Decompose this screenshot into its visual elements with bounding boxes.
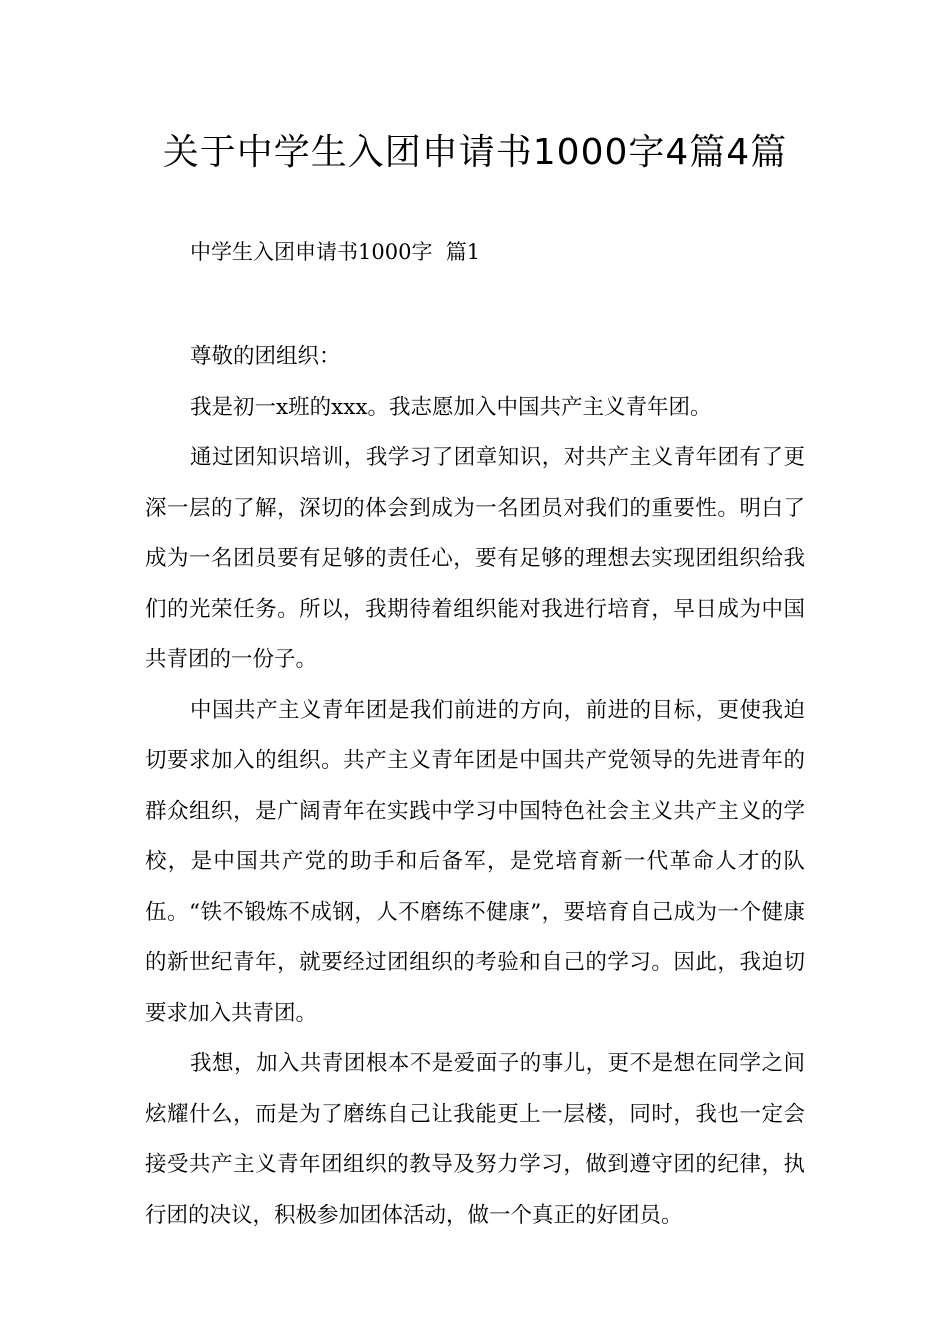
salutation-paragraph: 尊敬的团组织：	[190, 344, 341, 369]
document-body	[145, 332, 805, 1241]
document-title: 关于中学生入团申请书1000字4篇4篇	[162, 132, 788, 173]
body-paragraph: 通过团知识培训，我学习了团章知识，对共产主义青年团有了更深一层的了解，深切的体会到成为一名团员对我们的重要性。明白了成为一名团员要有足够的责任心，要有足够的理想去实现团组织给我们的光荣任务。所以，我期待着组织能对我进行培育，早日成为中国共青团的一份子。	[145, 445, 805, 672]
body-paragraph: 我想，加入共青团根本不是爱面子的事儿，更不是想在同学之间炫耀什么，而是为了磨练自己让我能更上一层楼，同时，我也一定会接受共产主义青年团组织的教导及努力学习，做到遵守团的纪律，执行团的决议，积极参加团体活动，做一个真正的好团员。	[145, 1051, 805, 1228]
body-paragraph: 中国共产主义青年团是我们前进的方向，前进的目标，更使我迫切要求加入的组织。共产主义青年团是中国共产党领导的先进青年的群众组织，是广阔青年在实践中学习中国特色社会主义共产主义的学校，是中国共产党的助手和后备军，是党培育新一代革命人才的队伍。“铁不锻炼不成钢，人不磨练不健康”，要培育自己成为一个健康的新世纪青年，就要经过团组织的考验和自己的学习。因此，我迫切要求加入共青团。	[145, 697, 805, 1026]
section-heading: 中学生入团申请书1000字 篇1	[190, 240, 481, 264]
body-paragraph: 我是初一x班的xxx。我志愿加入中国共产主义青年团。	[190, 394, 712, 420]
